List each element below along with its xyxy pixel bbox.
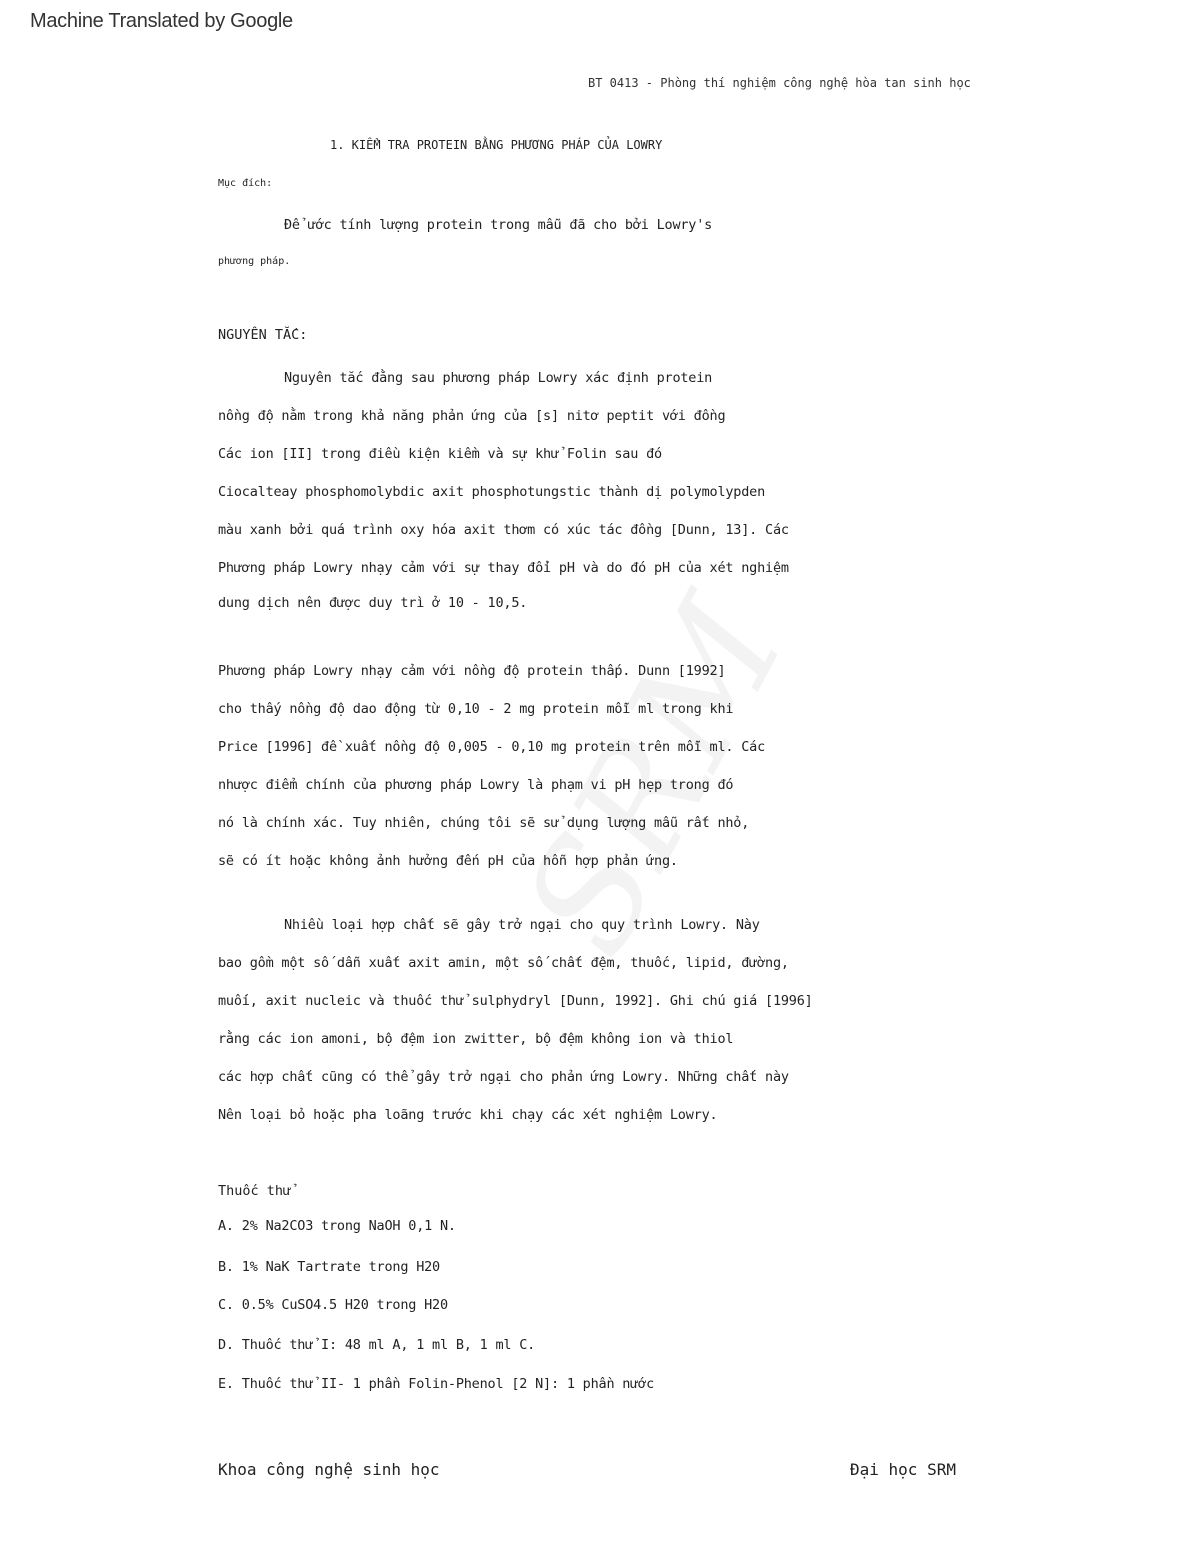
- paragraph-line: Phương pháp Lowry nhạy cảm với sự thay đổi pH và do đó pH của xét nghiệm: [218, 560, 789, 576]
- footer-department: Khoa công nghệ sinh học: [218, 1460, 440, 1479]
- paragraph-line: nó là chính xác. Tuy nhiên, chúng tôi sẽ sử dụng lượng mẫu rất nhỏ,: [218, 815, 750, 831]
- footer-university: Đại học SRM: [850, 1460, 956, 1479]
- paragraph-line: Nguyên tắc đằng sau phương pháp Lowry xác định protein: [284, 370, 713, 386]
- purpose-text-line: phương pháp.: [218, 256, 291, 267]
- paragraph-line: rằng các ion amoni, bộ đệm ion zwitter, bộ đệm không ion và thiol: [218, 1031, 734, 1047]
- paragraph-line: các hợp chất cũng có thể gây trở ngại cho phản ứng Lowry. Những chất này: [218, 1069, 789, 1085]
- paragraph-line: muối, axit nucleic và thuốc thử sulphydryl [Dunn, 1992]. Ghi chú giá [1996]: [218, 993, 813, 1009]
- paragraph-line: dung dịch nên được duy trì ở 10 - 10,5.: [218, 595, 528, 611]
- purpose-text-line: Để ước tính lượng protein trong mẫu đã cho bởi Lowry's: [284, 217, 713, 233]
- paragraph-line: Price [1996] đề xuất nồng độ 0,005 - 0,10 mg protein trên mỗi ml. Các: [218, 739, 766, 755]
- paragraph-line: sẽ có ít hoặc không ảnh hưởng đến pH của hỗn hợp phản ứng.: [218, 853, 678, 869]
- paragraph-line: Nên loại bỏ hoặc pha loãng trước khi chạy các xét nghiệm Lowry.: [218, 1107, 718, 1123]
- purpose-label: Mục đích:: [218, 178, 273, 189]
- page-header: BT 0413 - Phòng thí nghiệm công nghệ hòa tan sinh học: [588, 76, 971, 90]
- paragraph-line: Phương pháp Lowry nhạy cảm với nồng độ protein thấp. Dunn [1992]: [218, 663, 726, 679]
- paragraph-line: màu xanh bởi quá trình oxy hóa axit thơm có xúc tác đồng [Dunn, 13]. Các: [218, 522, 789, 538]
- principle-heading: NGUYÊN TẮC:: [218, 327, 308, 343]
- reagent-item: D. Thuốc thử I: 48 ml A, 1 ml B, 1 ml C.: [218, 1337, 536, 1353]
- reagent-item: A. 2% Na2CO3 trong NaOH 0,1 N.: [218, 1218, 456, 1234]
- machine-translation-banner: Machine Translated by Google: [30, 10, 293, 32]
- paragraph-line: nồng độ nằm trong khả năng phản ứng của [s] nitơ peptit với đồng: [218, 408, 726, 424]
- reagent-item: C. 0.5% CuSO4.5 H20 trong H20: [218, 1297, 448, 1313]
- reagent-item: E. Thuốc thử II- 1 phần Folin-Phenol [2 N]: 1 phần nước: [218, 1376, 655, 1392]
- reagent-item: B. 1% NaK Tartrate trong H20: [218, 1259, 440, 1275]
- paragraph-line: bao gồm một số dẫn xuất axit amin, một số chất đệm, thuốc, lipid, đường,: [218, 955, 789, 971]
- reagents-heading: Thuốc thử: [218, 1183, 292, 1199]
- paragraph-line: Ciocalteay phosphomolybdic axit phosphotungstic thành dị polymolypden: [218, 484, 766, 500]
- paragraph-line: nhược điểm chính của phương pháp Lowry là phạm vi pH hẹp trong đó: [218, 777, 734, 793]
- paragraph-line: cho thấy nồng độ dao động từ 0,10 - 2 mg protein mỗi ml trong khi: [218, 701, 734, 717]
- paragraph-line: Các ion [II] trong điều kiện kiềm và sự khử Folin sau đó: [218, 446, 662, 462]
- paragraph-line: Nhiều loại hợp chất sẽ gây trở ngại cho quy trình Lowry. Này: [284, 917, 760, 933]
- section-title: 1. KIỂM TRA PROTEIN BẰNG PHƯƠNG PHÁP CỦA LOWRY: [330, 138, 663, 152]
